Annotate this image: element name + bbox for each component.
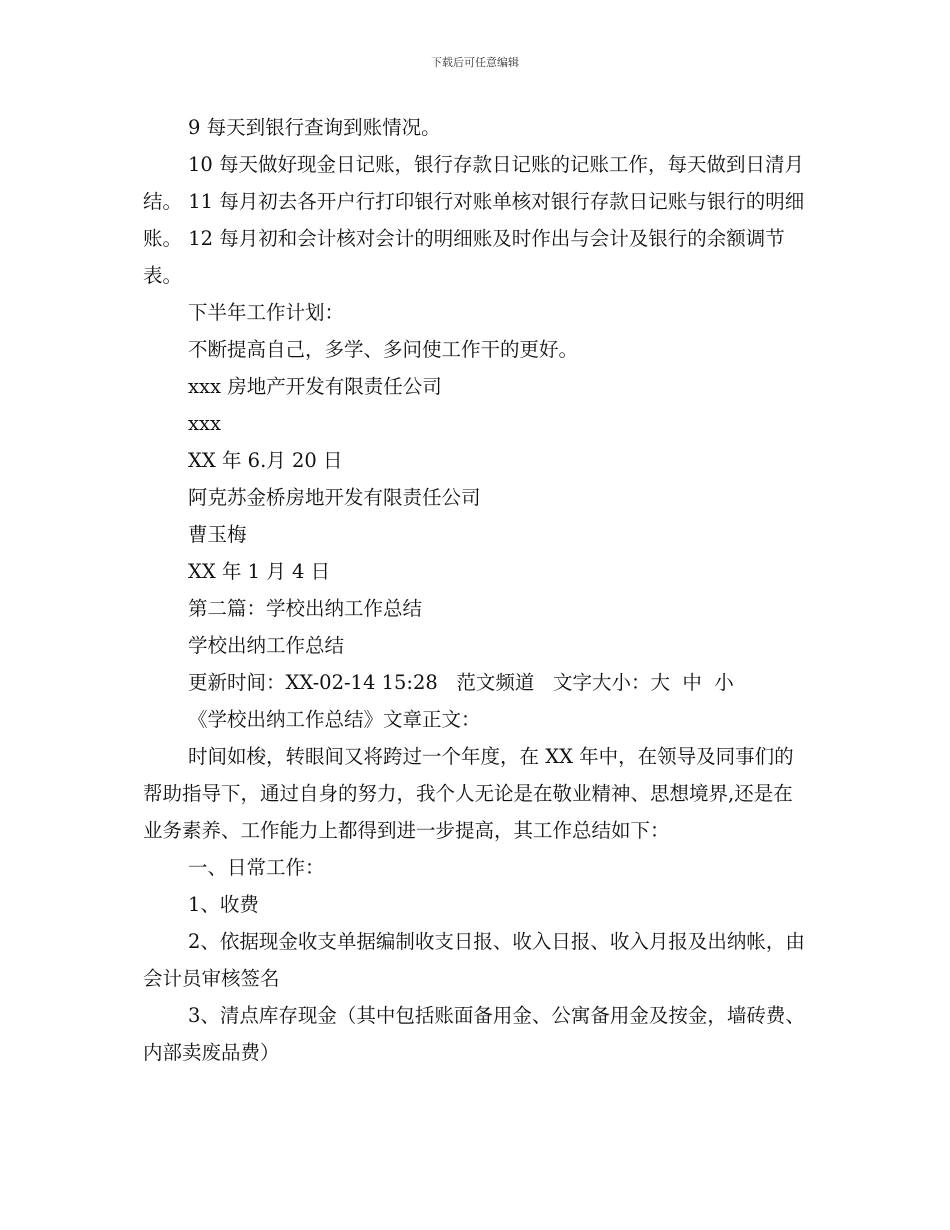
list-item-daily-report: 2、依据现金收支单据编制收支日报、收入日报、收入月报及出纳帐，由会计员审核签名	[143, 930, 805, 990]
chapter-title: 第二篇：学校出纳工作总结	[188, 597, 423, 620]
paragraph-daily-ledger: 10 每天做好现金日记账，银行存款日记账的记账工作，每天做到日清月结。 11 每月初去各开户行打印银行对账单核对银行存款日记账与银行的明细账。 12 每月初和会计核对会计的明细账及时作出与会计及银行的余额调节表。	[143, 153, 805, 287]
signature-date-2: XX 年 1 月 4 日	[188, 560, 331, 583]
list-item-fees: 1、收费	[188, 893, 259, 916]
article-title: 学校出纳工作总结	[188, 634, 345, 657]
article-body-label: 《学校出纳工作总结》文章正文：	[188, 708, 481, 731]
company-name-2: 阿克苏金桥房地开发有限责任公司	[188, 486, 481, 509]
article-meta: 更新时间：XX-02-14 15:28 范文频道 文字大小：大 中 小	[188, 671, 734, 694]
section-heading-daily-work: 一、日常工作：	[188, 856, 325, 879]
company-name-1: xxx 房地产开发有限责任公司	[188, 375, 442, 398]
paragraph-bank-check: 9 每天到银行查询到账情况。	[188, 116, 441, 139]
signer-name-2: 曹玉梅	[188, 523, 247, 546]
plan-text: 不断提高自己，多学、多问使工作干的更好。	[188, 338, 579, 361]
page-header-note: 下载后可任意编辑	[431, 56, 519, 69]
plan-title: 下半年工作计划：	[188, 301, 345, 324]
list-item-cash-count: 3、清点库存现金（其中包括账面备用金、公寓备用金及按金，墙砖费、内部卖废品费）	[143, 1004, 805, 1064]
paragraph-intro: 时间如梭，转眼间又将跨过一个年度，在 XX 年中，在领导及同事们的帮助指导下，通过自身的努力，我个人无论是在敬业精神、思想境界,还是在业务素养、工作能力上都得到进一步提高，其工作总结如下：	[143, 745, 794, 842]
signature-date-1: XX 年 6.月 20 日	[188, 449, 343, 472]
signer-name-1: xxx	[188, 412, 221, 435]
document-body	[143, 109, 808, 1071]
